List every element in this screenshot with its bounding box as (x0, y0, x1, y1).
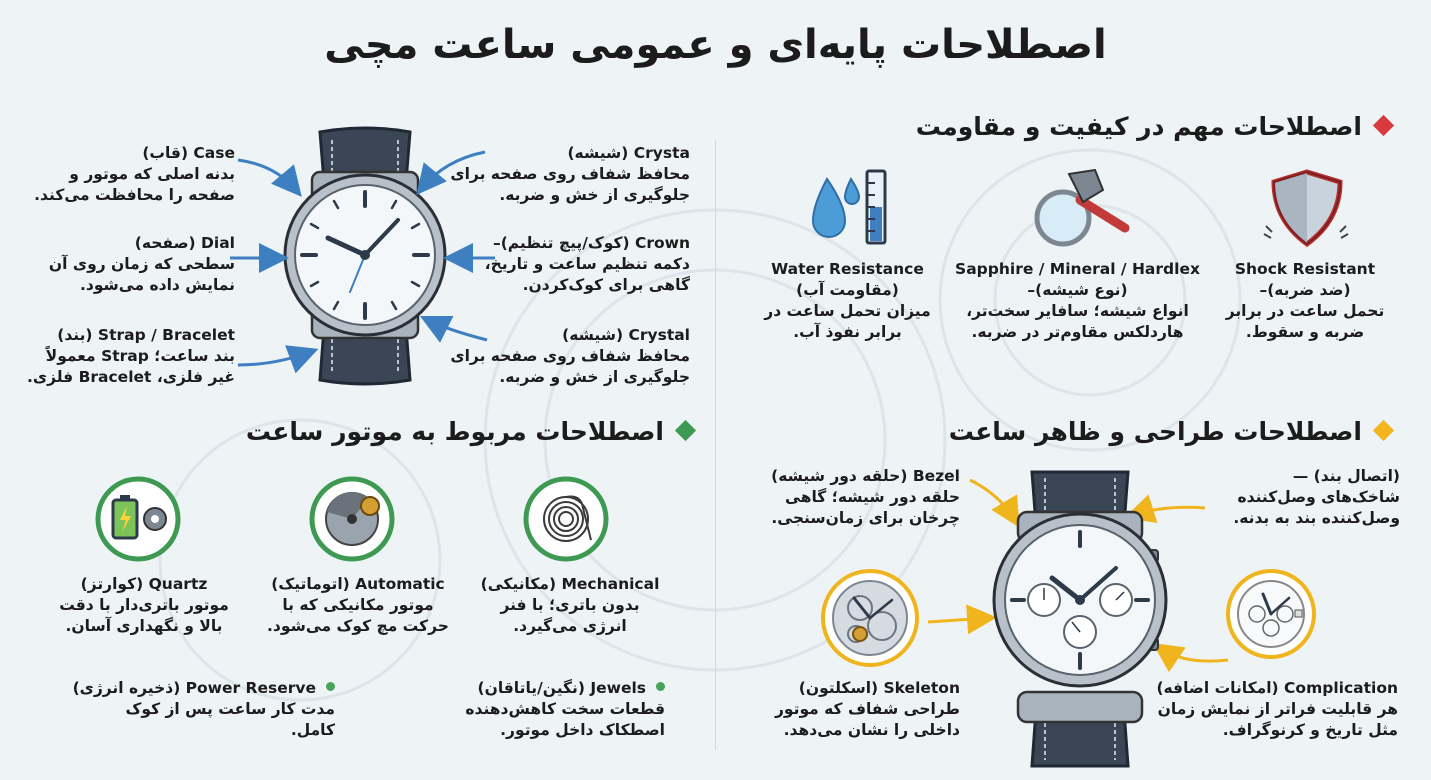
term-lugs: (اتصال بند) — شاخک‌های وصل‌کننده وصل‌کننده بند به بدنه. (1233, 467, 1400, 527)
term-dial: Dial (صفحه) سطحی که زمان روی آن نمایش داده می‌شود. (48, 234, 235, 294)
green-bullet-icon (656, 682, 665, 691)
chronograph-watch-illustration (990, 470, 1170, 770)
term-case: Case (قاب) بدنه اصلی که موتور و صفحه را محافظت می‌کند. (34, 144, 235, 204)
term-mechanical: Mechanical (مکانیکی) بدون باتری؛ با فنر انرژی می‌گیرد. (480, 575, 660, 635)
battery-gear-icon (93, 474, 183, 564)
term-power-reserve: Power Reserve (ذخیره انرژی) مدت کار ساعت پس از کوک کامل. (72, 679, 335, 739)
complication-watch-icon (1225, 568, 1317, 660)
water-drop-icon (805, 165, 895, 251)
magnifier-hammer-icon (1025, 168, 1135, 250)
term-sapphire-mineral-hardlex: Sapphire / Mineral / Hardlex (نوع شیشه)– انواع شیشه؛ سافایر سخت‌تر، هاردلکس مقاوم‌تر در ضربه. (955, 260, 1200, 341)
term-crysta: Crysta (شیشه) محافظ شفاف روی صفحه برای جلوگیری از خش و ضربه. (450, 144, 690, 204)
skeleton-watch-icon (820, 568, 920, 668)
red-diamond-icon (1373, 114, 1394, 135)
term-automatic: Automatic (اتوماتیک) موتور مکانیکی که با حرکت مچ کوک می‌شود. (267, 575, 449, 635)
term-water-resistance: Water Resistance (مقاومت آب) میزان تحمل ساعت در برابر نفوذ آب. (764, 260, 931, 341)
rotor-icon (307, 474, 397, 564)
term-shock-resistant: Shock Resistant (ضد ضربه)– تحمل ساعت در برابر ضربه و سقوط. (1225, 260, 1385, 341)
shield-icon (1262, 168, 1352, 250)
term-strap-bracelet: Strap / Bracelet (بند) بند ساعت؛ Strap معمولاً غیر فلزی، Bracelet فلزی. (26, 326, 235, 386)
term-crystal: Crystal (شیشه) محافظ شفاف روی صفحه برای جلوگیری از خش و ضربه. (450, 326, 690, 386)
term-bezel: Bezel (حلقه دور شیشه) حلقه دور شیشه؛ گاهی چرخان برای زمان‌سنجی. (771, 467, 960, 527)
green-bullet-icon (326, 682, 335, 691)
term-quartz: Quartz (کوارتز) موتور باتری‌دار با دقت بالا و نگهداری آسان. (59, 575, 229, 635)
yellow-diamond-icon (1373, 419, 1394, 440)
term-crown: Crown (کوک/پیچ تنظیم)– دکمه تنظیم ساعت و تاریخ، گاهی برای کوک‌کردن. (484, 234, 690, 294)
term-jewels: Jewels (نگین/یاتاقان) قطعات سخت کاهش‌دهنده اصطکاک داخل موتور. (465, 679, 665, 739)
term-skeleton: Skeleton (اسکلتون) طراحی شفاف که موتور داخلی را نشان می‌دهد. (774, 679, 960, 739)
spring-icon (521, 474, 611, 564)
page-title: اصطلاحات پایه‌ای و عمومی ساعت مچی (324, 22, 1107, 68)
design-heading: اصطلاحات طراحی و ظاهر ساعت (949, 417, 1391, 446)
movement-heading: اصطلاحات مربوط به موتور ساعت (246, 417, 693, 446)
green-diamond-icon (675, 419, 696, 440)
term-complication: Complication (امکانات اضافه) هر قابلیت فراتر از نمایش زمان مثل تاریخ و کرنوگراف. (1156, 679, 1398, 739)
quality-heading: اصطلاحات مهم در کیفیت و مقاومت (916, 112, 1391, 141)
